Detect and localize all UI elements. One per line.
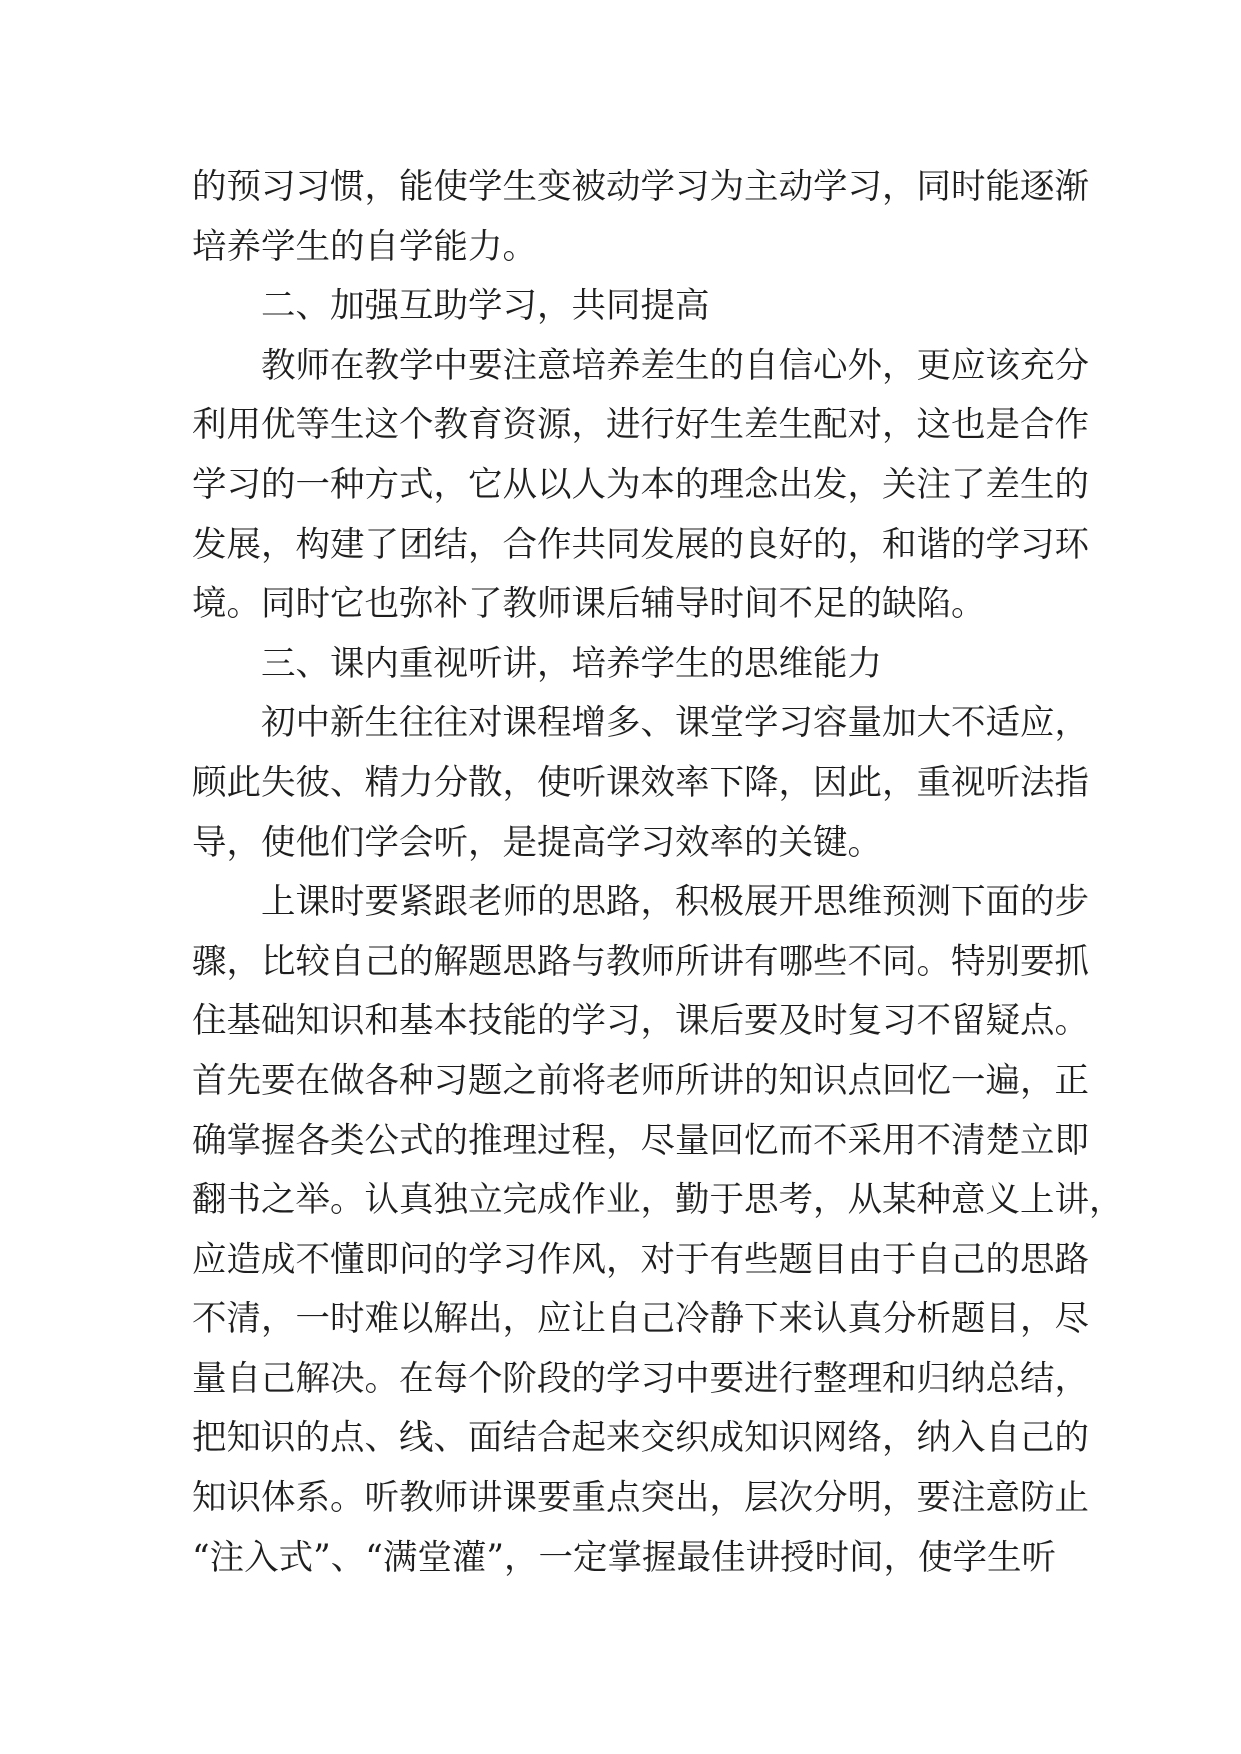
text-line: 应造成不懂即问的学习作风，对于有些题目由于自己的思路 [192,1239,1089,1280]
text-line: 知识体系。听教师讲课要重点突出，层次分明，要注意防止 [192,1478,1089,1519]
section-heading [192,277,1052,337]
paragraph [192,873,1124,1588]
text-line: 发展，构建了团结，合作共同发展的良好的，和谐的学习环 [192,524,1089,565]
text-line: 利用优等生这个教育资源，进行好生差生配对，这也是合作 [192,405,1089,446]
document-body [192,158,1124,1588]
text-line: 培养学生的自学能力。 [192,226,537,267]
text-line: 把知识的点、线、面结合起来交织成知识网络，纳入自己的 [192,1418,1089,1459]
text-line: 导，使他们学会听，是提高学习效率的关键。 [192,822,882,863]
heading-line: 三、课内重视听讲，培养学生的思维能力 [261,643,882,684]
heading-line: 二、加强互助学习，共同提高 [261,286,710,327]
text-line: 上课时要紧跟老师的思路，积极展开思维预测下面的步 [261,882,1089,923]
paragraph-continued [192,158,1089,277]
text-line: 不清，一时难以解出，应让自己冷静下来认真分析题目，尽 [192,1299,1089,1340]
text-line: 量自己解决。在每个阶段的学习中要进行整理和归纳总结， [192,1358,1089,1399]
text-line: 确掌握各类公式的推理过程，尽量回忆而不采用不清楚立即 [192,1120,1089,1161]
paragraph [192,337,1089,635]
text-line: 教师在教学中要注意培养差生的自信心外，更应该充分 [261,345,1089,386]
text-line: 初中新生往往对课程增多、课堂学习容量加大不适应， [261,703,1089,744]
text-line: 住基础知识和基本技能的学习，课后要及时复习不留疑点。 [192,1001,1089,1042]
section-heading [192,635,1052,695]
text-line: 骤，比较自己的解题思路与教师所讲有哪些不同。特别要抓 [192,941,1089,982]
text-line: 首先要在做各种习题之前将老师所讲的知识点回忆一遍，正 [192,1060,1089,1101]
text-line: 顾此失彼、精力分散，使听课效率下降，因此，重视听法指 [192,762,1089,803]
text-line: 学习的一种方式，它从以人为本的理念出发，关注了差生的 [192,464,1089,505]
text-line: 境。同时它也弥补了教师课后辅导时间不足的缺陷。 [192,584,986,625]
text-line: 的预习习惯，能使学生变被动学习为主动学习，同时能逐渐 [192,167,1089,207]
text-line: 翻书之举。认真独立完成作业，勤于思考，从某种意义上讲， [192,1180,1124,1221]
paragraph [192,694,1089,873]
text-line: “注入式”、“满堂灌”，一定掌握最佳讲授时间，使学生听 [192,1537,1057,1578]
